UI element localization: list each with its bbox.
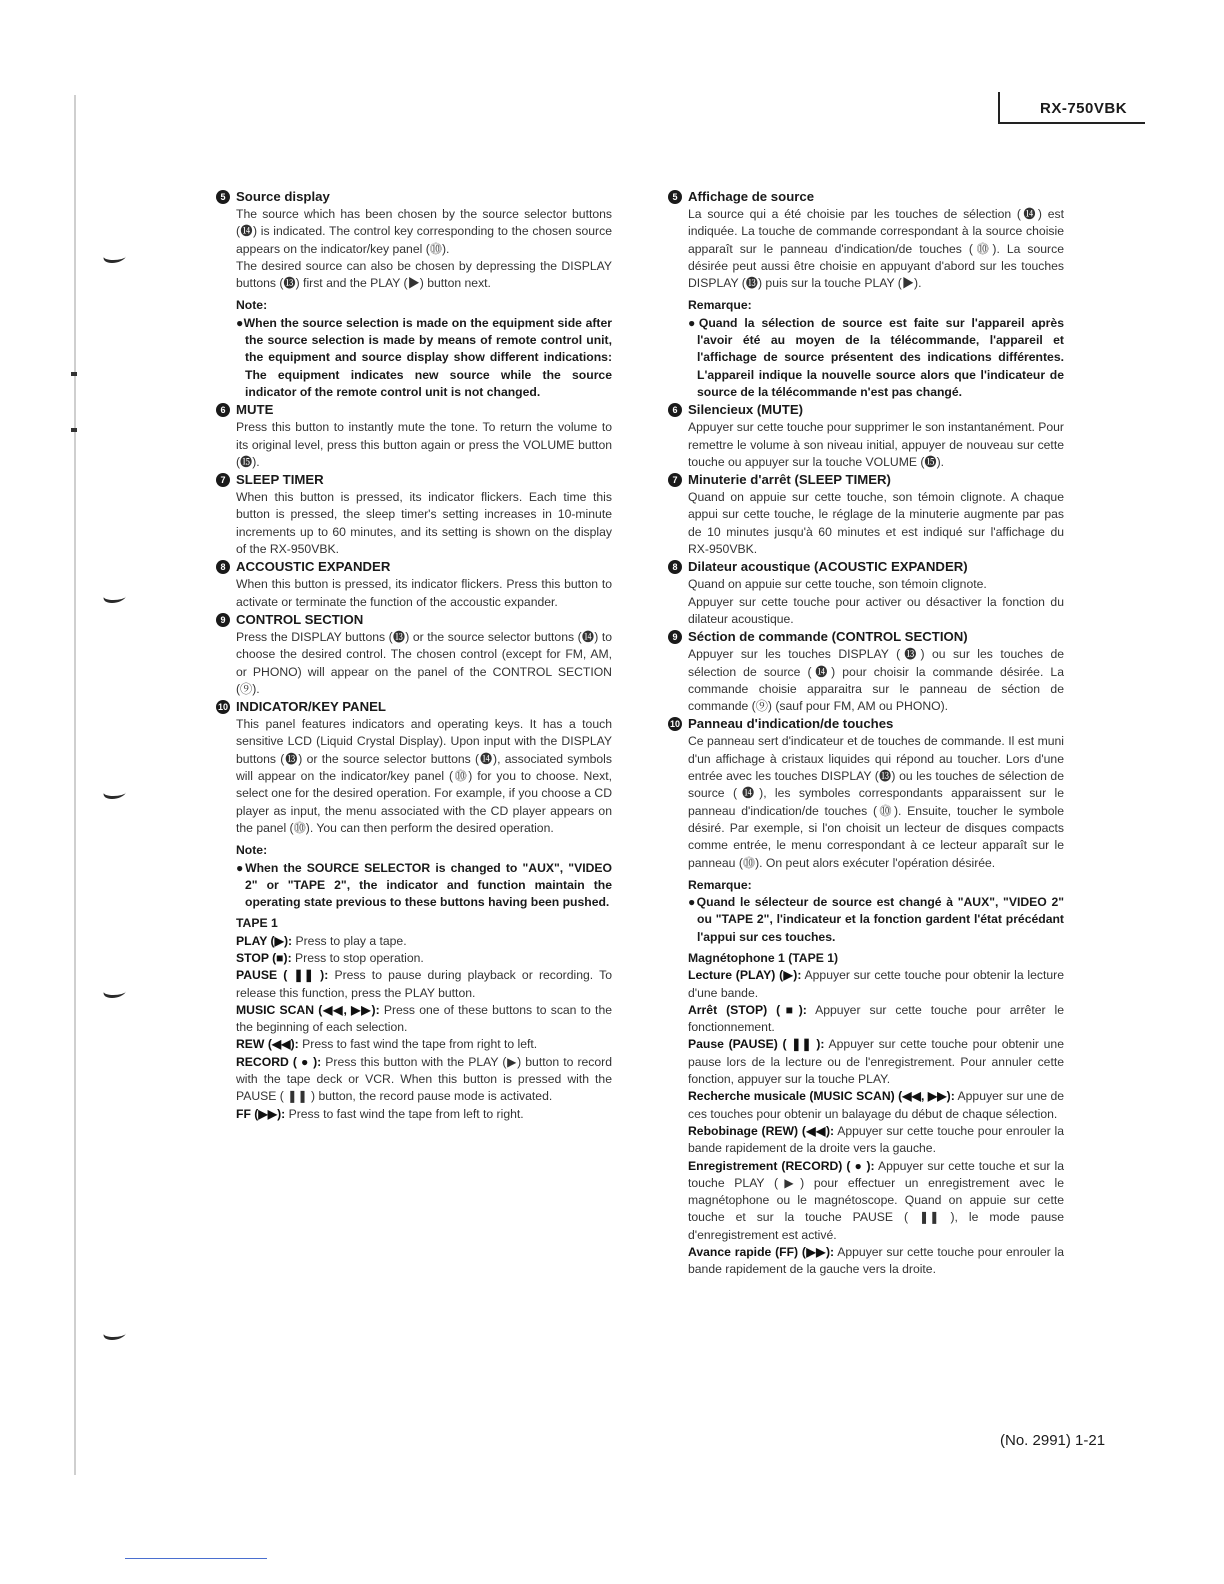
section-sleep-timer xyxy=(216,471,612,558)
section-text: Ce panneau sert d'indicateur et de touches de commande. Il est muni d'un affichage à cristaux liquides qui répond au toucher. Lors d'une entrée avec les touches DISPLAY (⓭) ou les touches de sélection de source (⓮), les symboles correspondants apparaissent sur le panneau d'indication/de touches (⓾). Ensuite, toucher le symbole désiré. Par exemple, si l'on choisit un lecteur de disques compacts comme entrée, le menu correspondant à ce lecteur apparaît sur le panneau (⓾). On peut alors exécuter l'opération désirée. xyxy=(688,734,1064,870)
section-text: The source which has been chosen by the source selector buttons (⓮) is indicated. The control key corresponding to the chosen source appears on the indicator/key panel (⓾). xyxy=(236,207,612,256)
item-text: Press to fast wind the tape from left to right. xyxy=(285,1106,524,1121)
section-source-display xyxy=(216,188,612,401)
tape-subtitle: TAPE 1 xyxy=(236,916,278,931)
section-accoustic-expander xyxy=(216,558,612,611)
tape-function-item xyxy=(688,1036,1064,1088)
footer-link-line xyxy=(125,1558,267,1559)
note-text: ●When the SOURCE SELECTOR is changed to "AUX", "VIDEO 2" or "TAPE 2", the indicator and function maintain the operating state previous to these buttons having been pushed. xyxy=(236,860,612,910)
section-text: The desired source can also be chosen by depressing the DISPLAY buttons (⓭) first and the PLAY (▶) button next. xyxy=(236,258,612,291)
item-text: Appuyer sur cette touche pour enrouler la bande rapidement de la gauche vers la droite. xyxy=(688,1245,1064,1277)
margin-tick xyxy=(71,372,77,376)
note-text: ●Quand la sélection de source est faite sur l'appareil après l'avoir été au moyen de la télécommande, l'appareil et l'affichage de source présentent des indications différentes. L'appareil indique la nouvelle source alors que l'indicateur de source de la télécommande n'est pas changé. xyxy=(688,315,1064,399)
section-number-badge: 8 xyxy=(216,560,230,574)
tape-function-item xyxy=(236,1106,612,1123)
item-label: RECORD ( ● ): xyxy=(236,1054,322,1069)
punch-hole-mark xyxy=(101,985,129,998)
section-text: Quand on appuie sur cette touche, son témoin clignote. xyxy=(688,577,987,592)
item-text: Press this button with the PLAY (▶) button to record with the tape deck or VCR. When this button is pressed with the PAUSE ( ❚❚ ) button, the record pause mode is activated. xyxy=(236,1054,612,1104)
section-number-badge: 8 xyxy=(668,560,682,574)
section-text: When this button is pressed, its indicator flickers. Press this button to activate or terminate the function of the accoustic expander. xyxy=(236,577,612,609)
section-text: When this button is pressed, its indicator flickers. Each time this button is pressed, the sleep timer's setting increases in 10-minute increments up to 60 minutes, and its setting is shown on the display of the RX-950VBK. xyxy=(236,490,612,557)
tape-function-item xyxy=(236,950,612,967)
section-title: MUTE xyxy=(236,402,274,418)
section-number-badge: 9 xyxy=(216,613,230,627)
note-title: Remarque: xyxy=(688,877,752,892)
tape-function-item xyxy=(236,1036,612,1053)
item-text: Press to play a tape. xyxy=(292,933,407,948)
item-text: Appuyer sur cette touche pour arrêter le fonctionnement. xyxy=(688,1002,1064,1035)
note-title: Remarque: xyxy=(688,298,752,313)
section-text: Appuyer sur cette touche pour supprimer le son instantanément. Pour remettre le volume à son niveau initial, appuyer de nouveau sur cette touche ou appuyer sur la touche VOLUME (⓯). xyxy=(688,420,1064,469)
tape-function-item xyxy=(236,967,612,1002)
tape-function-item xyxy=(236,1002,612,1037)
model-header xyxy=(998,92,1145,124)
section-mute xyxy=(216,401,612,471)
tape-function-item xyxy=(688,1158,1064,1244)
item-text: Press one of these buttons to scan to the the beginning of each selection. xyxy=(236,1002,612,1035)
section-title: CONTROL SECTION xyxy=(236,611,364,627)
tape-function-item xyxy=(688,1002,1064,1037)
punch-hole-mark xyxy=(101,786,129,799)
item-text: Appuyer sur cette touche pour obtenir une pause lors de la lecture ou de l'enregistrement. Pour annuler cette fonction, appuyer sur la touche PLAY. xyxy=(688,1037,1064,1087)
item-text: Press to stop operation. xyxy=(291,950,424,965)
binder-margin-line xyxy=(74,95,76,1475)
item-label: REW (◀◀): xyxy=(236,1037,299,1052)
french-column xyxy=(668,188,1064,1279)
model-number: RX-750VBK xyxy=(1040,100,1128,117)
tape-function-item xyxy=(688,1244,1064,1279)
section-number-badge: 5 xyxy=(216,190,230,204)
section-title: Séction de commande (CONTROL SECTION) xyxy=(688,629,968,645)
item-label: Rebobinage (REW) (◀◀): xyxy=(688,1123,835,1138)
section-text: Press the DISPLAY buttons (⓭) or the source selector buttons (⓮) to choose the desired control. The chosen control (except for FM, AM, or PHONO) will appear on the panel of the CONTROL SECTION (⑨). xyxy=(236,629,612,696)
english-column xyxy=(216,188,612,1123)
item-label: Enregistrement (RECORD) ( ● ): xyxy=(688,1158,875,1173)
punch-hole-mark xyxy=(101,590,129,603)
tape-function-item xyxy=(236,933,612,950)
note-title: Note: xyxy=(236,298,268,313)
section-number-badge: 10 xyxy=(669,719,680,730)
item-text: Appuyer sur cette touche pour enrouler la bande rapidement de la droite vers la gauche. xyxy=(688,1123,1064,1156)
section-dilateur-acoustique xyxy=(668,558,1064,628)
section-title: Minuterie d'arrêt (SLEEP TIMER) xyxy=(688,472,891,488)
tape-function-item xyxy=(688,1088,1064,1123)
item-text: Press to fast wind the tape from right to left. xyxy=(298,1037,538,1052)
section-number-badge: 6 xyxy=(668,403,682,417)
section-number-badge: 9 xyxy=(668,630,682,644)
section-number-badge: 7 xyxy=(668,473,682,487)
item-label: Avance rapide (FF) (▶▶): xyxy=(688,1245,835,1260)
section-number-badge: 6 xyxy=(216,403,230,417)
section-title: Source display xyxy=(236,189,330,204)
item-label: Recherche musicale (MUSIC SCAN) (◀◀, ▶▶): xyxy=(688,1089,955,1104)
section-panneau-indication xyxy=(668,715,1064,1278)
tape-function-item xyxy=(688,1123,1064,1158)
section-indicator-key-panel xyxy=(216,698,612,1123)
section-title: ACCOUSTIC EXPANDER xyxy=(236,559,391,575)
item-label: Arrêt (STOP) (■): xyxy=(688,1002,807,1017)
section-silencieux xyxy=(668,401,1064,471)
item-label: Pause (PAUSE) ( ❚❚ ): xyxy=(688,1037,825,1052)
item-label: Lecture (PLAY) (▶): xyxy=(688,968,802,983)
margin-tick xyxy=(71,428,77,432)
item-text: Appuyer sur cette touche pour obtenir la lecture d'une bande. xyxy=(688,968,1064,1000)
section-text: Appuyer sur les touches DISPLAY (⓭) ou sur les touches de sélection de source (⓮) pour choisir la commande désirée. La commande choisie apparaitra sur le panneau de séction de commande (⑨) (sauf pour FM, AM ou PHONO). xyxy=(688,647,1064,714)
punch-hole-mark xyxy=(101,250,129,263)
section-number-badge: 5 xyxy=(668,190,682,204)
section-text: Quand on appuie sur cette touche, son témoin clignote. A chaque appui sur cette touche, le réglage de la minuterie augmente par pas de 10 minutes jusqu'à 60 minutes et est indiqué sur l'affichage du RX-950VBK. xyxy=(688,490,1064,557)
section-text: This panel features indicators and operating keys. It has a touch sensitive LCD (Liquid Crystal Display). Upon input with the DISPLAY buttons (⓭) or the source selector buttons (⓮), associated symbols will appear on the indicator/key panel (⓾) for you to choose. Next, select one for the desired operation. For example, if you choose a CD player as input, the menu associated with the CD player appears on the panel (⓾). You can then perform the desired operation. xyxy=(236,717,612,835)
section-minuterie xyxy=(668,471,1064,558)
tape-function-item xyxy=(236,1054,612,1106)
note-text: ●Quand le sélecteur de source est changé à "AUX", "VIDEO 2" ou "TAPE 2", l'indicateur et la fonction gardent l'état précédant l'appui sur ces touches. xyxy=(688,895,1064,944)
page-number: (No. 2991) 1-21 xyxy=(1000,1432,1106,1449)
note-text: ●When the source selection is made on the equipment side after the source selection is made by means of remote control unit, the equipment and source display show different indications: The equipment indicates new source while the source indicator of the remote control unit is not changed. xyxy=(236,315,612,399)
section-title: Affichage de source xyxy=(688,189,815,204)
section-number-badge: 10 xyxy=(217,702,228,713)
section-title: Dilateur acoustique (ACOUSTIC EXPANDER) xyxy=(688,559,968,575)
section-affichage-de-source xyxy=(668,188,1064,401)
item-text: Appuyer sur une de ces touches pour obtenir un balayage du début de chaque sélection. xyxy=(688,1089,1064,1121)
item-text: Press to pause during playback or recording. To release this function, press the PLAY button. xyxy=(236,968,612,1000)
section-section-de-commande xyxy=(668,628,1064,715)
item-label: PLAY (▶): xyxy=(236,933,293,948)
item-label: PAUSE ( ❚❚ ): xyxy=(236,968,329,983)
item-label: STOP (■): xyxy=(236,950,292,965)
tape-subtitle: Magnétophone 1 (TAPE 1) xyxy=(688,950,839,965)
section-title: Panneau d'indication/de touches xyxy=(688,716,894,732)
item-text: Appuyer sur cette touche et sur la touche PLAY (▶) pour effectuer un enregistrement avec le magnétophone ou le magnétoscope. Quand on appuie sur cette touche et sur la touche PAUSE ( ❚❚ ), le mode pause d'enregistrement est activé. xyxy=(688,1158,1064,1242)
section-text: Appuyer sur cette touche pour activer ou désactiver la fonction du dilateur acoustique. xyxy=(688,594,1064,626)
section-number-badge: 7 xyxy=(216,473,230,487)
section-title: Silencieux (MUTE) xyxy=(688,402,804,418)
section-text: La source qui a été choisie par les touches de sélection (⓮) est indiquée. La touche de commande correspondant à la source choisie apparaît sur le panneau d'indication/de touches (⓾). La source désirée peut aussi être choisie en appuyant d'abord sur les touches DISPLAY (⓭) puis sur la touche PLAY (▶). xyxy=(688,207,1064,291)
punch-hole-mark xyxy=(101,1327,129,1340)
tape-function-item xyxy=(688,967,1064,1002)
item-label: MUSIC SCAN (◀◀, ▶▶): xyxy=(236,1002,380,1017)
item-label: FF (▶▶): xyxy=(236,1106,286,1121)
section-text: Press this button to instantly mute the tone. To return the volume to its original level, press this button again or press the VOLUME button (⓯). xyxy=(236,420,612,469)
section-title: SLEEP TIMER xyxy=(236,472,324,488)
section-title: INDICATOR/KEY PANEL xyxy=(236,699,386,715)
section-control-section xyxy=(216,611,612,698)
note-title: Note: xyxy=(236,843,268,858)
